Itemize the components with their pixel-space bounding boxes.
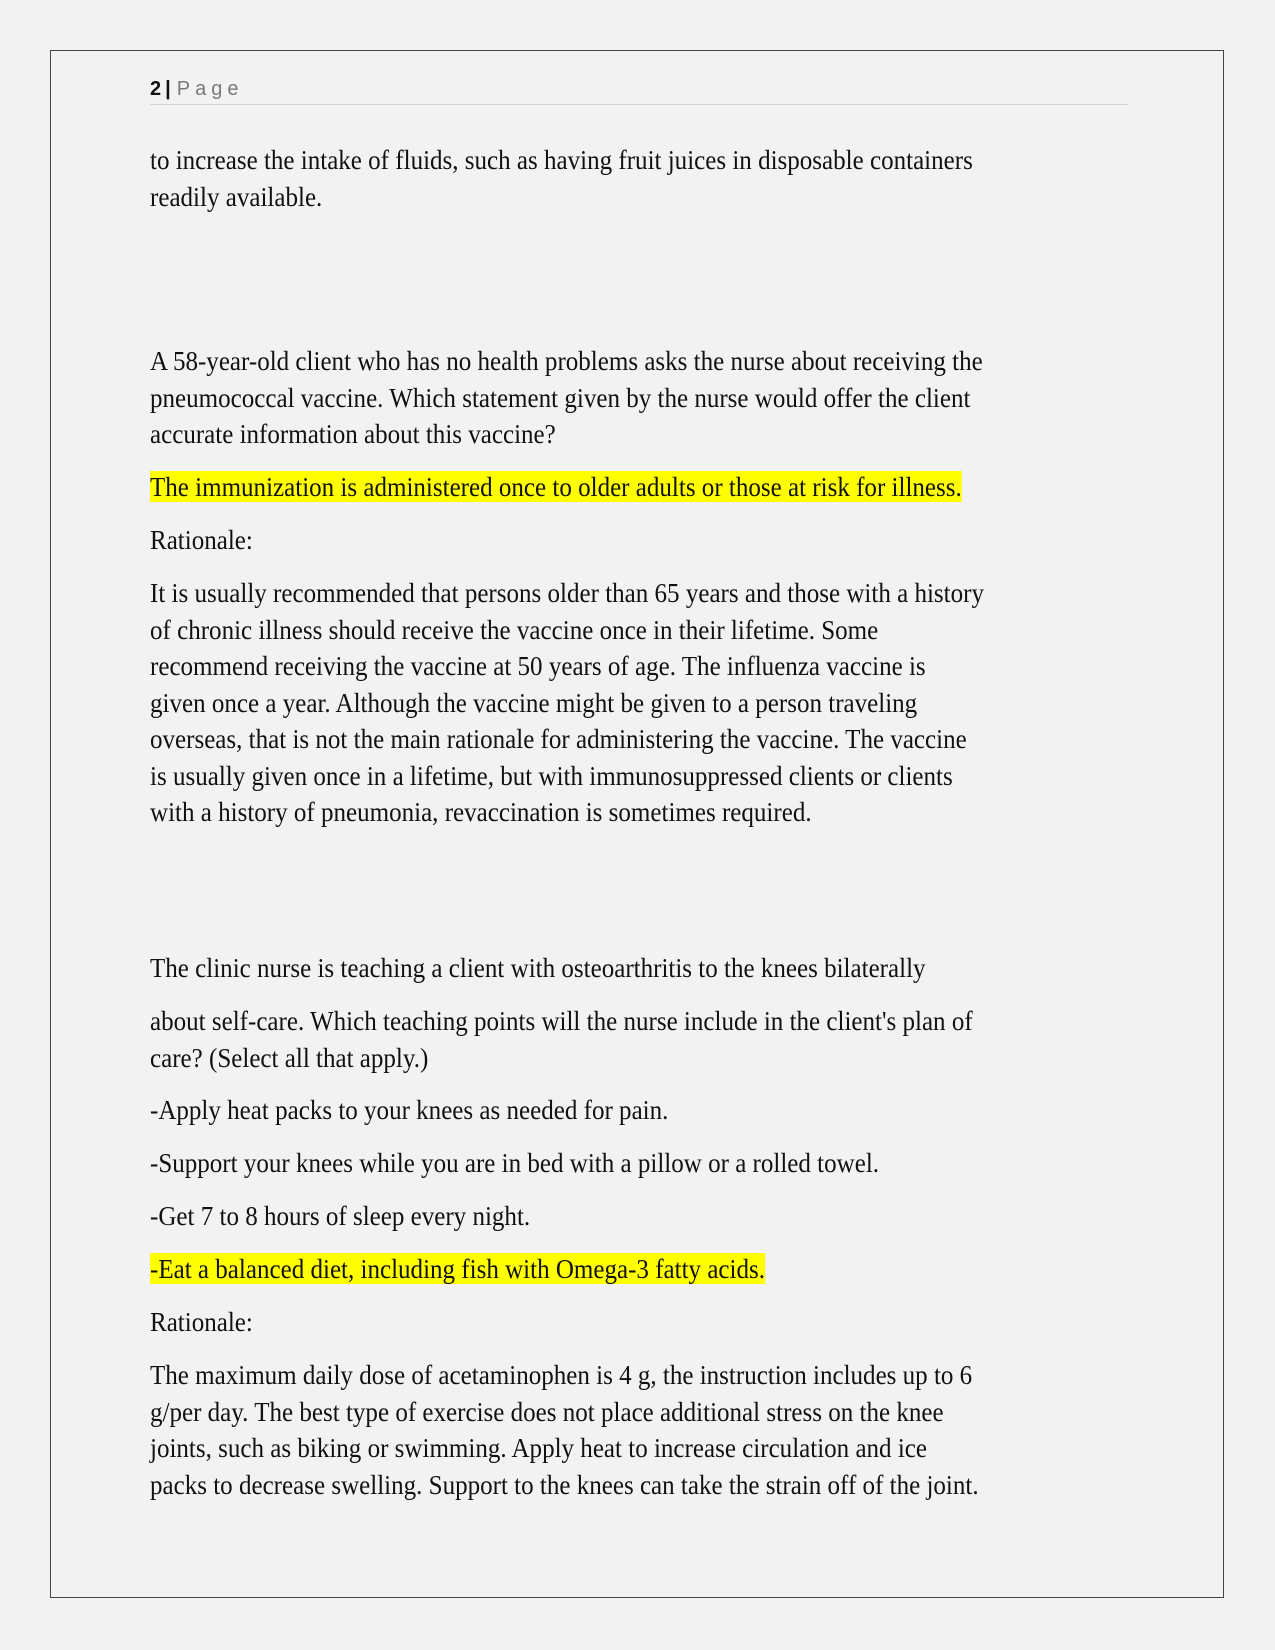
- page-header: [150, 76, 1128, 105]
- question-line: A 58-year-old client who has no health problems asks the nurse about receiving the: [150, 345, 983, 376]
- rationale-line: overseas, that is not the main rationale for administering the vaccine. The vaccine: [150, 723, 967, 754]
- question-1-answer: [150, 469, 1051, 506]
- rationale-line: packs to decrease swelling. Support to the knees can take the strain off of the joint.: [150, 1468, 979, 1500]
- rationale-line: recommend receiving the vaccine at 50 years of age. The influenza vaccine is: [150, 650, 926, 681]
- question-line: about self-care. Which teaching points will the nurse include in the client's plan of: [150, 1005, 973, 1036]
- rationale-line: It is usually recommended that persons older than 65 years and those with a history: [150, 577, 984, 608]
- rationale-line: with a history of pneumonia, revaccination is sometimes required.: [150, 796, 812, 827]
- question-1-rationale: [150, 575, 1051, 831]
- text-line: readily available.: [150, 180, 323, 212]
- question-1: [150, 343, 1051, 453]
- header-separator: |: [165, 78, 171, 100]
- question-2: [150, 1003, 1051, 1076]
- rationale-line: of chronic illness should receive the vaccine once in their lifetime. Some: [150, 613, 879, 645]
- rationale-label: Rationale:: [150, 1306, 253, 1337]
- rationale-line: given once a year. Although the vaccine might be given to a person traveling: [150, 686, 918, 718]
- question-2-option: [150, 1251, 1051, 1288]
- answer-option: -Get 7 to 8 hours of sleep every night.: [150, 1200, 531, 1231]
- highlighted-answer: The immunization is administered once to older adults or those at risk for illness.: [150, 471, 962, 502]
- question-line: The clinic nurse is teaching a client with osteoarthritis to the knees bilaterally: [150, 952, 926, 983]
- question-2-rationale: [150, 1357, 1051, 1503]
- question-2-option: [150, 1198, 1051, 1235]
- question-2-option: [150, 1092, 1051, 1129]
- highlighted-answer: -Eat a balanced diet, including fish with Omega-3 fatty acids.: [150, 1253, 766, 1284]
- rationale-line: The maximum daily dose of acetaminophen is 4 g, the instruction includes up to 6: [150, 1359, 973, 1390]
- question-line: care? (Select all that apply.): [150, 1041, 429, 1073]
- rationale-line: joints, such as biking or swimming. Apply heat to increase circulation and ice: [150, 1432, 927, 1463]
- page-label: Page: [176, 78, 244, 100]
- question-line: pneumococcal vaccine. Which statement given by the nurse would offer the client: [150, 381, 971, 413]
- answer-option: -Apply heat packs to your knees as needed for pain.: [150, 1094, 669, 1125]
- rationale-label: Rationale:: [150, 524, 253, 555]
- page-number: 2: [150, 78, 162, 100]
- question-2-option: [150, 1145, 1051, 1182]
- question-line: accurate information about this vaccine?: [150, 418, 556, 449]
- rationale-line: g/per day. The best type of exercise does not place additional stress on the knee: [150, 1395, 944, 1427]
- question-1-rationale-label: [150, 522, 1051, 559]
- answer-option: -Support your knees while you are in bed with a pillow or a rolled towel.: [150, 1147, 880, 1178]
- question-2-rationale-label: [150, 1304, 1051, 1341]
- intro-paragraph: [150, 142, 1051, 215]
- rationale-line: is usually given once in a lifetime, but with immunosuppressed clients or clients: [150, 759, 953, 791]
- question-2-first-line: [150, 950, 1051, 987]
- text-line: to increase the intake of fluids, such as having fruit juices in disposable containers: [150, 144, 973, 175]
